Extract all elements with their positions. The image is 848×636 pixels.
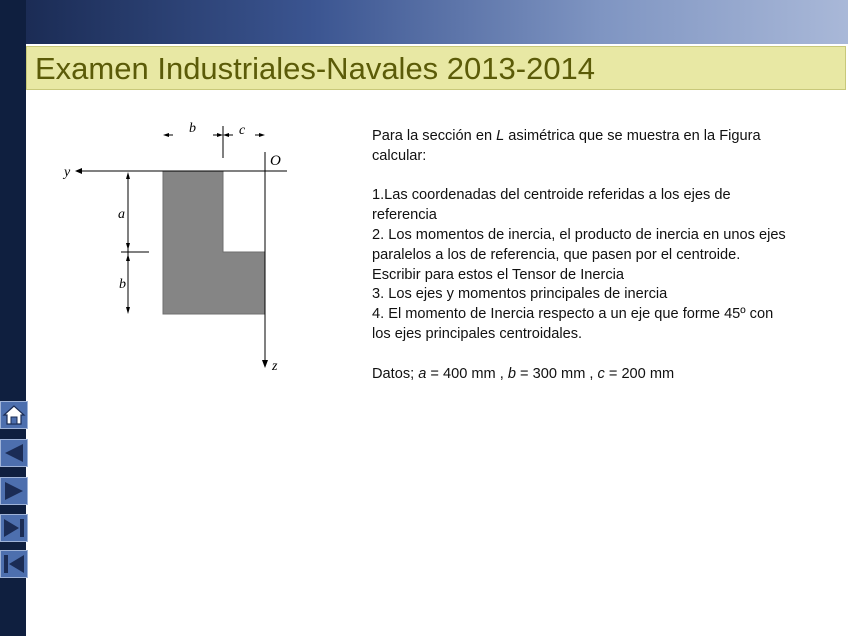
next-icon: [1, 478, 27, 504]
dim-mid-arrow-up-icon: [126, 243, 130, 250]
y-axis-label: y: [64, 165, 71, 180]
previous-button[interactable]: [0, 439, 28, 467]
next-button[interactable]: [0, 477, 28, 505]
dim-a-label: a: [118, 207, 125, 222]
last-icon: [1, 515, 27, 541]
problem-item-4: 4. El momento de Inercia respecto a un eje que forme 45º con los ejes principales centroidales.: [372, 306, 774, 342]
home-icon: [1, 402, 27, 428]
title-bar: [26, 46, 846, 90]
dim-top-arrow-icon: [126, 172, 130, 179]
dim-bottom-arrow-icon: [126, 307, 130, 314]
last-button[interactable]: [0, 514, 28, 542]
previous-icon: [1, 440, 27, 466]
problem-statement: [372, 127, 792, 384]
dim-c-label: c: [239, 123, 246, 138]
z-axis-label: z: [272, 359, 278, 374]
dim-b-top-arrow-right-icon: [217, 133, 223, 137]
problem-intro: Para la sección en L asimétrica que se muestra en la Figura calcular:: [372, 128, 761, 164]
l-section-shape: [163, 171, 265, 314]
dim-b-top-arrow-left-icon: [163, 133, 169, 137]
dim-b-side-label: b: [119, 277, 126, 292]
dim-b-top-label: b: [189, 121, 196, 136]
dim-c-arrow-right-icon: [259, 133, 265, 137]
dim-c-arrow-left-icon: [223, 133, 229, 137]
page-title: Examen Industriales-Navales 2013-2014: [35, 51, 596, 86]
dim-mid-arrow-down-icon: [126, 254, 130, 261]
origin-label: O: [270, 153, 281, 169]
z-axis-arrow-icon: [262, 360, 268, 368]
y-axis-arrow-icon: [75, 168, 82, 174]
home-button[interactable]: [0, 401, 28, 429]
problem-item-2: 2. Los momentos de inercia, el producto de inercia en unos ejes paralelos a los de referencia, que pasen por el centroide. Escribir para estos el Tensor de Inercia: [372, 226, 786, 283]
problem-data: Datos; a = 400 mm , b = 300 mm , c = 200 mm: [372, 365, 675, 382]
top-banner: [26, 0, 848, 44]
first-icon: [1, 551, 27, 577]
first-button[interactable]: [0, 550, 28, 578]
problem-item-3: 3. Los ejes y momentos principales de inercia: [372, 286, 668, 303]
problem-item-1: 1.Las coordenadas del centroide referidas a los ejes de referencia: [372, 187, 731, 224]
l-section-figure: [55, 112, 305, 382]
